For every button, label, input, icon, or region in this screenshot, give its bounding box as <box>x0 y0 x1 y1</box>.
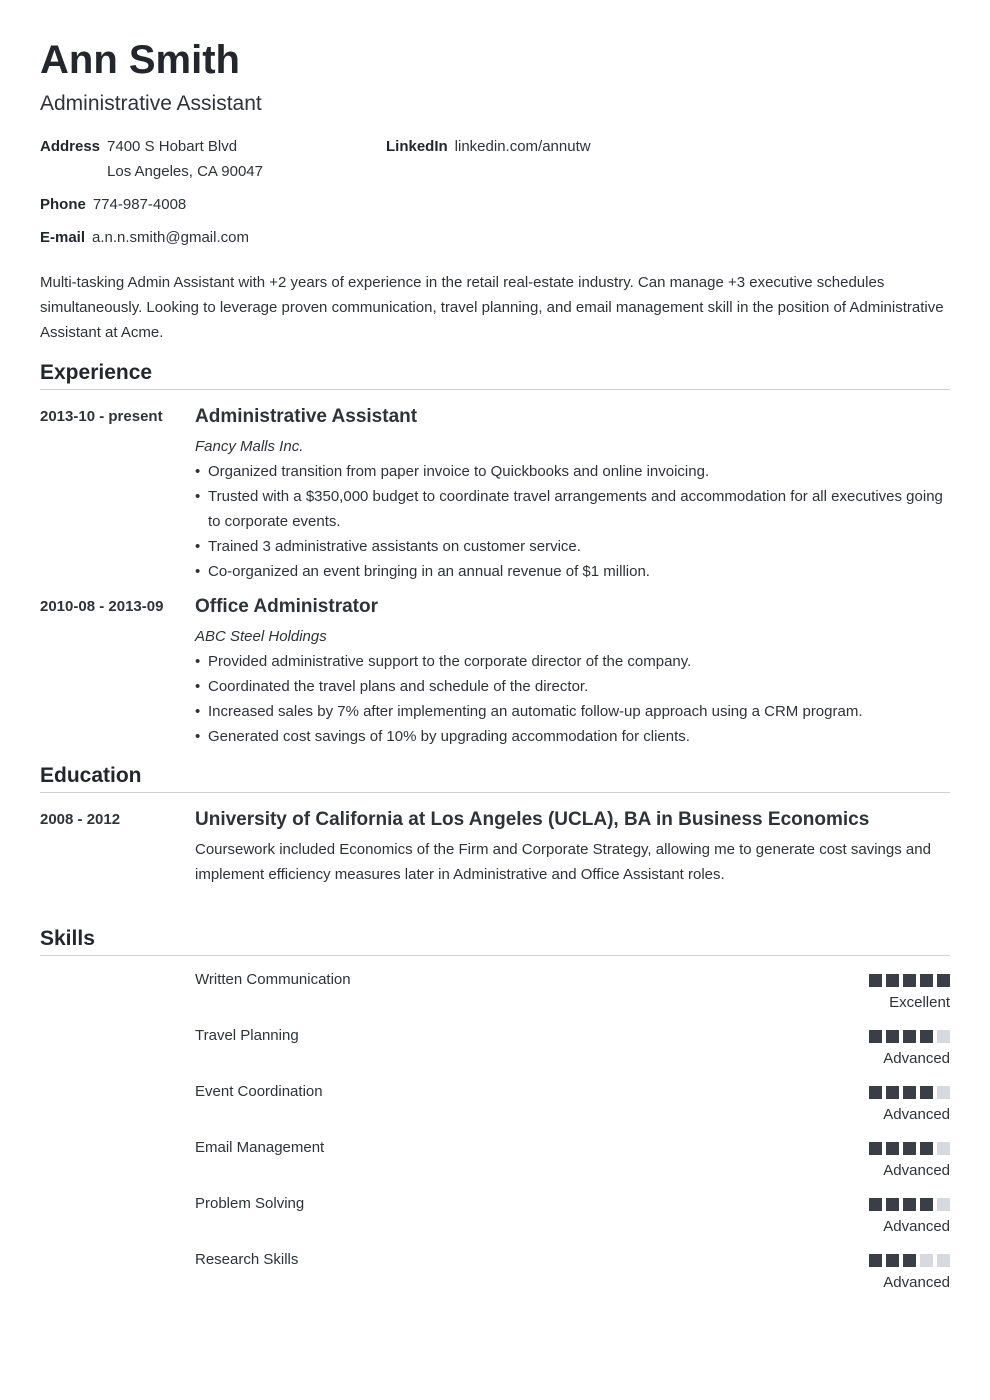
rating-square-filled <box>903 1142 916 1155</box>
rating-square-empty <box>937 1198 950 1211</box>
rating-square-filled <box>903 974 916 987</box>
education-body <box>195 808 950 887</box>
skill-name: Travel Planning <box>195 1027 299 1044</box>
experience-dates: 2010-08 - 2013-09 <box>40 598 164 615</box>
rating-square-empty <box>937 1086 950 1099</box>
skill-item <box>195 1082 950 1132</box>
degree-title: University of California at Los Angeles (UCLA), BA in Business Economics <box>195 809 870 830</box>
candidate-name: Ann Smith <box>40 38 240 82</box>
email-label: E-mail <box>40 229 86 246</box>
rating-square-filled <box>886 1142 899 1155</box>
linkedin-link[interactable]: linkedin.com/annutw <box>454 138 591 155</box>
job-duty: • Provided administrative support to the corporate director of the company. <box>195 649 950 674</box>
rating-square-filled <box>920 1086 933 1099</box>
address-label: Address <box>40 138 101 155</box>
rating-square-empty <box>937 1142 950 1155</box>
job-duty: • Organized transition from paper invoice to Quickbooks and online invoicing. <box>195 459 950 484</box>
experience-body <box>195 595 950 749</box>
rating-square-filled <box>886 1086 899 1099</box>
candidate-title: Administrative Assistant <box>40 92 262 115</box>
skill-rating <box>865 1198 950 1211</box>
rating-square-filled <box>886 1254 899 1267</box>
education-heading: Education <box>40 762 950 793</box>
skill-item <box>195 1138 950 1188</box>
skill-name: Email Management <box>195 1139 325 1156</box>
skill-item <box>195 1194 950 1244</box>
job-duty: • Increased sales by 7% after implementing an automatic follow-up approach using a CRM program. <box>195 699 950 724</box>
rating-square-filled <box>869 974 882 987</box>
email-link[interactable]: a.n.n.smith@gmail.com <box>92 229 249 246</box>
rating-square-empty <box>937 1030 950 1043</box>
skills-heading: Skills <box>40 925 950 956</box>
skill-name: Written Communication <box>195 971 351 988</box>
experience-body <box>195 405 950 584</box>
address-line2: Los Angeles, CA 90047 <box>107 163 263 180</box>
job-title: Administrative Assistant <box>195 406 418 427</box>
rating-square-filled <box>903 1086 916 1099</box>
rating-square-filled <box>903 1198 916 1211</box>
rating-square-filled <box>920 1198 933 1211</box>
rating-square-filled <box>869 1142 882 1155</box>
linkedin-label: LinkedIn <box>386 138 448 155</box>
job-title: Office Administrator <box>195 596 378 617</box>
company-name: Fancy Malls Inc. <box>195 438 304 455</box>
experience-dates: 2013-10 - present <box>40 408 163 425</box>
phone-value: 774-987-4008 <box>92 196 187 213</box>
job-duty: • Co-organized an event bringing in an annual revenue of $1 million. <box>195 559 950 584</box>
skill-name: Event Coordination <box>195 1083 323 1100</box>
job-duties <box>195 459 950 584</box>
rating-square-filled <box>869 1086 882 1099</box>
skill-item <box>195 970 950 1020</box>
skill-level: Advanced <box>883 1162 950 1179</box>
skill-level: Advanced <box>883 1274 950 1291</box>
education-description: Coursework included Economics of the Firm and Corporate Strategy, allowing me to generate cost savings and implement efficiency measures later in Administrative and Office Assistant roles. <box>195 841 931 883</box>
rating-square-filled <box>920 974 933 987</box>
job-duty: • Trusted with a $350,000 budget to coordinate travel arrangements and accommodation for all executives going to corporate events. <box>195 484 950 534</box>
skill-level: Advanced <box>883 1106 950 1123</box>
rating-square-filled <box>886 1030 899 1043</box>
skill-level: Excellent <box>889 994 950 1011</box>
rating-square-filled <box>886 1198 899 1211</box>
rating-square-filled <box>937 974 950 987</box>
contact-phone <box>40 192 186 217</box>
company-name: ABC Steel Holdings <box>195 628 327 645</box>
rating-square-empty <box>920 1254 933 1267</box>
contact-email <box>40 225 249 250</box>
education-dates: 2008 - 2012 <box>40 811 121 828</box>
skill-item <box>195 1250 950 1300</box>
skill-rating <box>865 1142 950 1155</box>
rating-square-filled <box>903 1254 916 1267</box>
contact-linkedin <box>386 134 591 159</box>
skill-rating <box>865 1030 950 1043</box>
rating-square-filled <box>869 1198 882 1211</box>
contact-address <box>40 134 263 184</box>
rating-square-filled <box>903 1030 916 1043</box>
job-duty: • Generated cost savings of 10% by upgrading accommodation for clients. <box>195 724 950 749</box>
rating-square-filled <box>920 1142 933 1155</box>
job-duty: • Coordinated the travel plans and schedule of the director. <box>195 674 950 699</box>
address-value <box>107 134 263 184</box>
rating-square-empty <box>937 1254 950 1267</box>
experience-heading: Experience <box>40 359 950 390</box>
rating-square-filled <box>869 1254 882 1267</box>
rating-square-filled <box>869 1030 882 1043</box>
skill-name: Problem Solving <box>195 1195 305 1212</box>
profile-summary: Multi-tasking Admin Assistant with +2 years of experience in the retail real-estate industry. Can manage +3 executive schedules simultaneously. Looking to leverage proven communication, travel planning, and email management skill in the position of Administrative Assistant at Acme. <box>40 274 944 341</box>
job-duties <box>195 649 950 749</box>
phone-label: Phone <box>40 196 86 213</box>
skill-item <box>195 1026 950 1076</box>
skill-name: Research Skills <box>195 1251 299 1268</box>
job-duty: • Trained 3 administrative assistants on customer service. <box>195 534 950 559</box>
skill-rating <box>865 1086 950 1099</box>
rating-square-filled <box>920 1030 933 1043</box>
skill-level: Advanced <box>883 1050 950 1067</box>
address-line1: 7400 S Hobart Blvd <box>107 138 238 155</box>
skill-level: Advanced <box>883 1218 950 1235</box>
skill-rating <box>865 974 950 987</box>
skill-rating <box>865 1254 950 1267</box>
rating-square-filled <box>886 974 899 987</box>
